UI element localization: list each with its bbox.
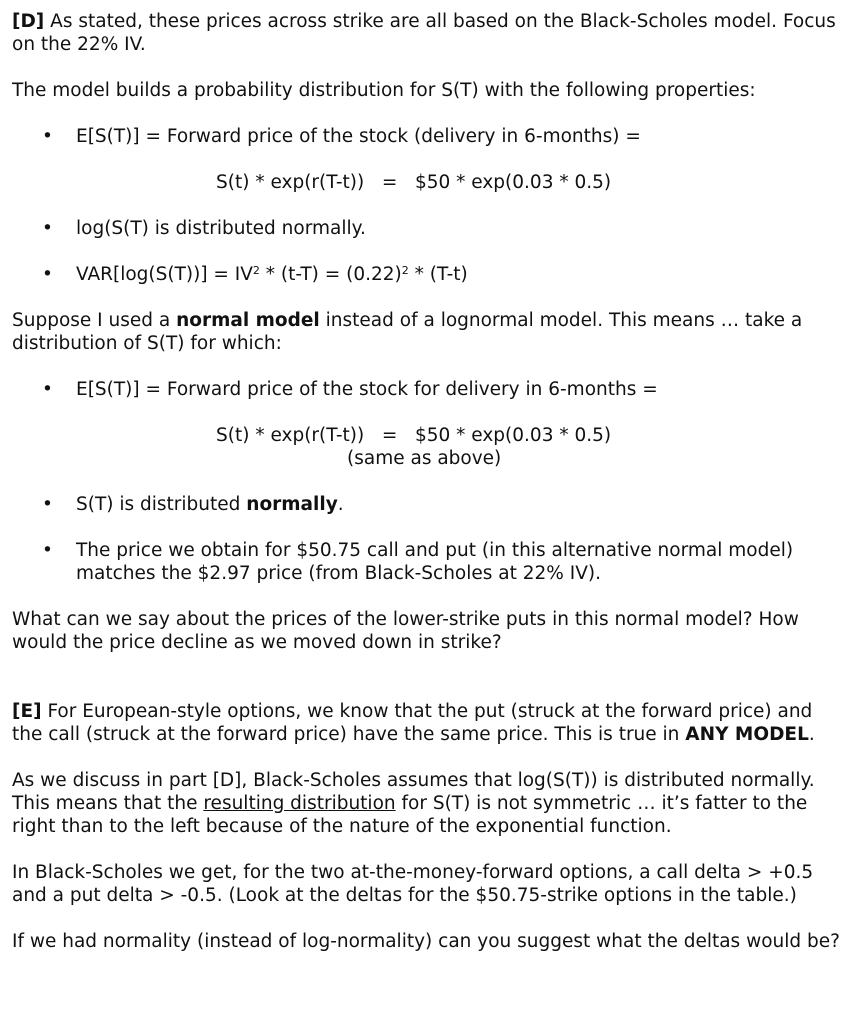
same-as-above-note: (same as above) <box>347 448 502 469</box>
bullet-dot: • <box>42 379 53 400</box>
bullet-price-match: • The price we obtain for $50.75 call and put (in this alternative normal model) matches the $2.97 price (from Black-Scholes at 22% IV). <box>42 540 794 584</box>
e-lognormal-paragraph: As we discuss in part [D], Black-Scholes assumes that log(S(T)) is distributed normally. This means that the resulting distribution for S(T) is not symmetric … it’s fatter to the right than to the left because of the nature of the exponential function. <box>12 770 815 837</box>
e-intro: [E] For European-style options, we know that the put (struck at the forward price) and the call (struck at the forward price) have the same price. This is true in ANY MODEL. <box>12 701 815 745</box>
bullet-dot: • <box>42 264 53 285</box>
e-question: If we had normality (instead of log-normality) can you suggest what the deltas would be? <box>12 931 840 952</box>
formula-forward: S(t) * exp(r(T-t)) = $50 * exp(0.03 * 0.5) <box>216 172 612 193</box>
bullet-dot: • <box>42 126 53 147</box>
bullet-forward-price-normal: • E[S(T)] = Forward price of the stock for delivery in 6-months = <box>42 379 658 400</box>
bullet-dot: • <box>42 218 53 239</box>
bullet-lognormal: • log(S(T) is distributed normally. <box>42 218 366 239</box>
suppose-paragraph: Suppose I used a normal model instead of a lognormal model. This means … take a distribution of S(T) for which: <box>12 310 803 354</box>
d-intro: [D] As stated, these prices across strike are all based on the Black-Scholes model. Focus on the 22% IV. <box>12 11 836 55</box>
formula-forward-normal: S(t) * exp(r(T-t)) = $50 * exp(0.03 * 0.5) <box>216 425 612 446</box>
bullet-normally: • S(T) is distributed normally. <box>42 494 344 515</box>
d-label: [D] <box>12 11 45 32</box>
bullet-dot: • <box>42 540 53 561</box>
d-question: What can we say about the prices of the lower-strike puts in this normal model? How would the price decline as we moved down in strike? <box>12 609 799 653</box>
e-label: [E] <box>12 701 42 722</box>
bullet-forward-price: • E[S(T)] = Forward price of the stock (delivery in 6-months) = <box>42 126 641 147</box>
bullet-dot: • <box>42 494 53 515</box>
document-page <box>12 10 848 953</box>
bullet-variance: • $VAR[\log(S(T))] = IV^2 * (t-T) = (0.22)^2 * (T-t)$ <box>42 264 468 285</box>
e-delta-paragraph: In Black-Scholes we get, for the two at-the-money-forward options, a call delta > +0.5 and a put delta > -0.5. (Look at the deltas for the $50.75-strike options in the table.) <box>12 862 814 906</box>
resulting-distribution-link[interactable]: resulting distribution <box>203 793 396 814</box>
model-intro: The model builds a probability distribution for S(T) with the following properties: <box>12 80 756 101</box>
